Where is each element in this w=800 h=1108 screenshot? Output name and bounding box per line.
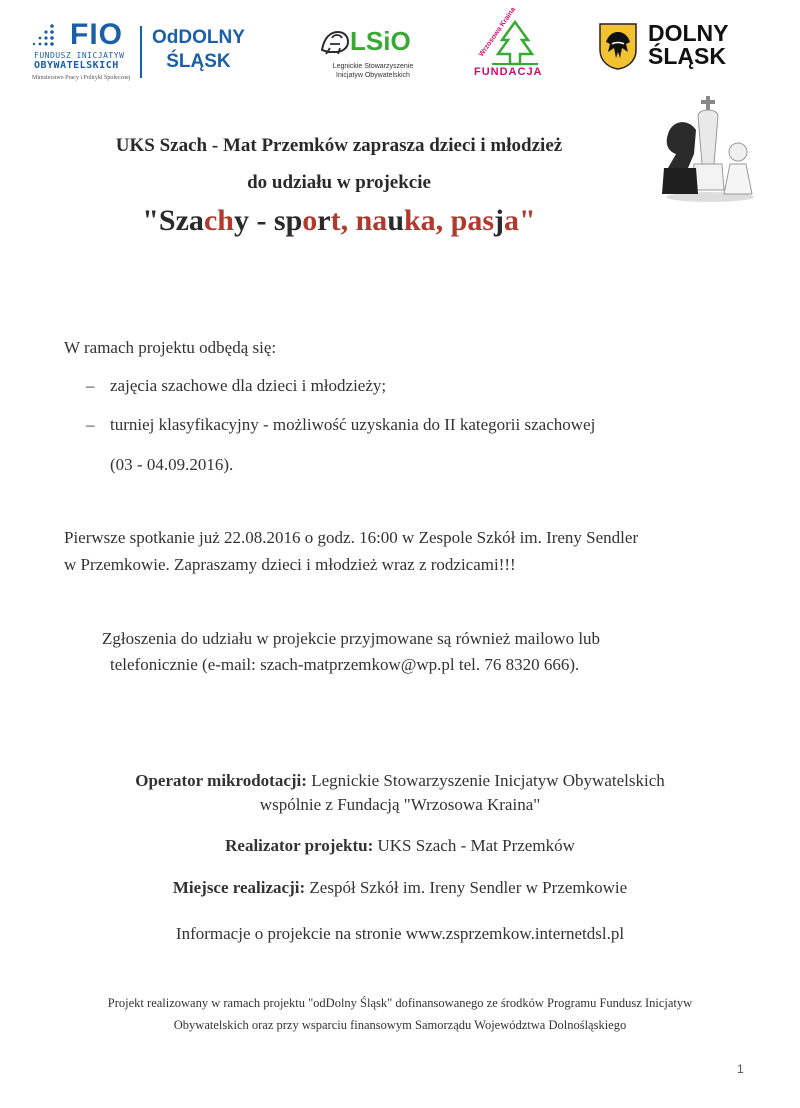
- lion-icon: [318, 24, 352, 58]
- slogan-part: "Sza: [142, 204, 204, 237]
- program-item-2-dates: (03 - 04.09.2016).: [110, 455, 234, 474]
- slogan-part: ch: [203, 204, 234, 237]
- title-line2: do udziału w projekcie: [247, 172, 431, 193]
- slogan-part: u: [387, 204, 404, 237]
- realizator-value: UKS Szach - Mat Przemków: [373, 836, 575, 855]
- footer-line2: Obywatelskich oraz przy wsparciu finansowym Samorządu Województwa Dolnośląskiego: [173, 1018, 627, 1032]
- fio-word: FIO: [70, 18, 123, 51]
- operator-line1: [0, 771, 800, 791]
- operator-label: Operator mikrodotacji:: [135, 771, 307, 790]
- logo-divider: [140, 26, 142, 78]
- dash: –: [86, 376, 95, 395]
- program-item-2: [86, 415, 595, 435]
- meeting-line1: Pierwsze spotkanie już 22.08.2016 o godz. 16:00 w Zespole Szkół im. Ireny Sendler: [64, 528, 639, 547]
- fundacja-word: FUNDACJA: [474, 66, 543, 78]
- slogan-part: t, na: [330, 204, 388, 237]
- program-item-1-text: zajęcia szachowe dla dzieci i młodzieży;: [110, 376, 387, 395]
- program-item-1: [86, 376, 386, 396]
- oddolny-line2: ŚLĄSK: [166, 51, 231, 72]
- realizator-label: Realizator projektu:: [225, 836, 374, 855]
- title-line1: UKS Szach - Mat Przemków zaprasza dzieci i młodzież: [115, 135, 563, 156]
- fio-line2: OBYWATELSKICH: [34, 60, 119, 71]
- tree-icon: [490, 20, 540, 66]
- eagle-crest-icon: [598, 22, 638, 70]
- dash: –: [86, 415, 95, 434]
- registration-line1: Zgłoszenia do udziału w projekcie przyjmowane są również mailowo lub: [102, 629, 601, 648]
- miejsce-line: [0, 878, 800, 898]
- slogan-part: ka, pas: [404, 204, 495, 237]
- oddolny-line1: OdDOLNY: [152, 27, 245, 48]
- miejsce-value: Zespół Szkół im. Ireny Sendler w Przemkowie: [305, 878, 628, 897]
- slogan-part: y - sp: [233, 204, 303, 237]
- operator-line2: wspólnie z Fundacją "Wrzosowa Kraina": [259, 795, 541, 814]
- program-intro: W ramach projektu odbędą się:: [64, 338, 277, 357]
- slogan-part: o: [302, 204, 318, 237]
- lsio-subtitle: [318, 62, 428, 80]
- fundacja-logo: [470, 6, 546, 84]
- program-item-2-text: turniej klasyfikacyjny - możliwość uzyskania do II kategorii szachowej: [110, 415, 596, 434]
- miejsce-label: Miejsce realizacji:: [172, 878, 306, 897]
- lsio-line1: Legnickie Stowarzyszenie: [332, 63, 414, 70]
- operator-value: Legnickie Stowarzyszenie Inicjatyw Obywatelskich: [306, 771, 665, 790]
- dolny-slask-logo: [598, 22, 748, 76]
- ds-line1: DOLNY: [648, 20, 729, 46]
- fio-line3: Ministerstwo Pracy i Polityki Społecznej: [32, 75, 131, 81]
- slogan-part: r: [317, 204, 331, 237]
- fundacja-arc: Wrzosowa Kraina: [478, 6, 518, 59]
- ds-line2: ŚLĄSK: [648, 43, 726, 69]
- lsio-line2: Inicjatyw Obywatelskich: [336, 72, 410, 79]
- lsio-logo: [318, 22, 428, 84]
- white-pawn-icon: [724, 143, 752, 194]
- lsio-word: LSiO: [350, 26, 411, 56]
- meeting-line2: w Przemkowie. Zapraszamy dzieci i młodzież wraz z rodzicami!!!: [64, 555, 516, 574]
- registration-line2: telefonicznie (e-mail: szach-matprzemkow@wp.pl tel. 76 8320 666).: [110, 655, 580, 674]
- website-line: Informacje o projekcie na stronie www.zsprzemkow.internetdsl.pl: [175, 924, 625, 943]
- dolny-slask-word: [648, 22, 729, 68]
- fio-dots-icon: [32, 24, 56, 46]
- footer-line1: Projekt realizowany w ramach projektu "odDolny Śląsk" dofinansowanego ze środków Programu Fundusz Inicjatyw: [107, 996, 693, 1010]
- slogan-part: j: [494, 204, 505, 237]
- fio-line1: FUNDUSZ INICJATYW: [34, 51, 125, 60]
- page-number: 1: [737, 1062, 744, 1076]
- white-king-icon: [692, 96, 724, 190]
- realizator-line: [0, 836, 800, 856]
- project-slogan: [0, 204, 678, 238]
- fio-logo: [32, 18, 142, 84]
- slogan-part: a": [504, 204, 536, 237]
- oddolny-logo: [152, 26, 245, 74]
